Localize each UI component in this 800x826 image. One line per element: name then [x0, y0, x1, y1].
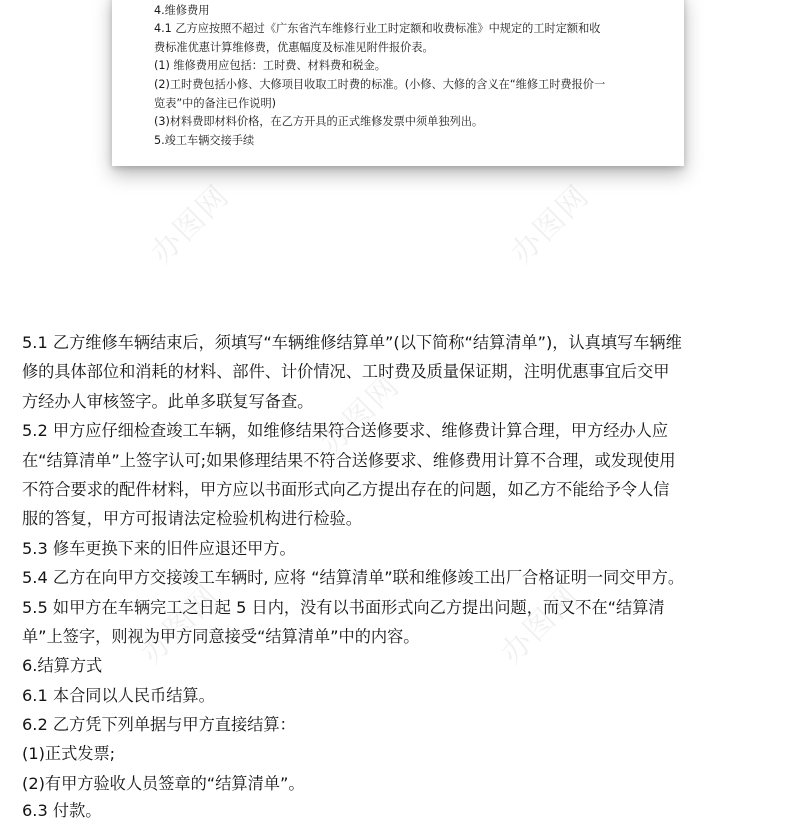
body-line: 修的具体部位和消耗的材料、部件、计价情况、工时费及质量保证期，注明优惠事宜后交甲	[22, 362, 670, 382]
watermark-text: 办图网	[134, 578, 227, 671]
preview-line: 费标准优惠计算维修费，优惠幅度及标准见附件报价表。	[154, 40, 434, 54]
body-line: 6.3 付款。	[22, 801, 102, 821]
body-line: 6.2 乙方凭下列单据与甲方直接结算：	[22, 715, 296, 735]
watermark-text: 办图网	[494, 578, 587, 671]
watermark-text: 办图网	[144, 178, 237, 271]
body-line: 方经办人审核签字。此单多联复写备查。	[22, 391, 314, 411]
watermark-text: 办图网	[314, 368, 407, 461]
body-line: (2)有甲方验收人员签章的“结算清单”。	[22, 773, 305, 793]
body-line: 5.3 修车更换下来的旧件应退还甲方。	[22, 538, 296, 558]
body-line: 在“结算清单”上签字认可;如果修理结果不符合送修要求、维修费用计算不合理，或发现使用	[22, 450, 676, 470]
body-line: (1)正式发票;	[22, 744, 116, 764]
preview-line: (3)材料费即材料价格，在乙方开具的正式维修发票中须单独列出。	[154, 115, 484, 129]
body-line: 服的答复，甲方可报请法定检验机构进行检验。	[22, 509, 362, 529]
body-line: 6.结算方式	[22, 656, 103, 676]
body-line: 5.4 乙方在向甲方交接竣工车辆时, 应将 “结算清单”联和维修竣工出厂合格证明一同交甲方。	[22, 568, 685, 588]
body-line: 5.1 乙方维修车辆结束后，须填写“车辆维修结算单”(以下简称“结算清单”)，认真填写车辆维	[22, 333, 682, 352]
contract-body-text	[22, 328, 782, 826]
preview-line: 览表”中的备注已作说明)	[154, 96, 277, 110]
preview-line: (1) 维修费用应包括：工时费、材料费和税金。	[154, 59, 386, 73]
body-line: 不符合要求的配件材料，甲方应以书面形式向乙方提出存在的问题，如乙方不能给予令人信	[22, 479, 670, 499]
body-line: 5.5 如甲方在车辆完工之日起 5 日内，没有以书面形式向乙方提出问题，而又不在“结算清	[22, 597, 665, 617]
preview-line: 4.维修费用	[154, 3, 210, 17]
watermark-text: 办图网	[504, 178, 597, 271]
body-line: 6.1 本合同以人民币结算。	[22, 685, 215, 705]
preview-line: (2)工时费包括小修、大修项目收取工时费的标准。(小修、大修的含义在“维修工时费报价一	[154, 77, 606, 91]
document-preview-card	[112, 0, 684, 166]
body-line: 单”上签字，则视为甲方同意接受“结算清单”中的内容。	[22, 626, 420, 646]
document-preview-text	[154, 0, 674, 150]
preview-line: 4.1 乙方应按照不超过《广东省汽车维修行业工时定额和收费标准》中规定的工时定额和收	[154, 22, 601, 36]
preview-line: 5.竣工车辆交接手续	[154, 133, 255, 147]
body-line: 5.2 甲方应仔细检查竣工车辆，如维修结果符合送修要求、维修费计算合理，甲方经办人应	[22, 421, 669, 441]
